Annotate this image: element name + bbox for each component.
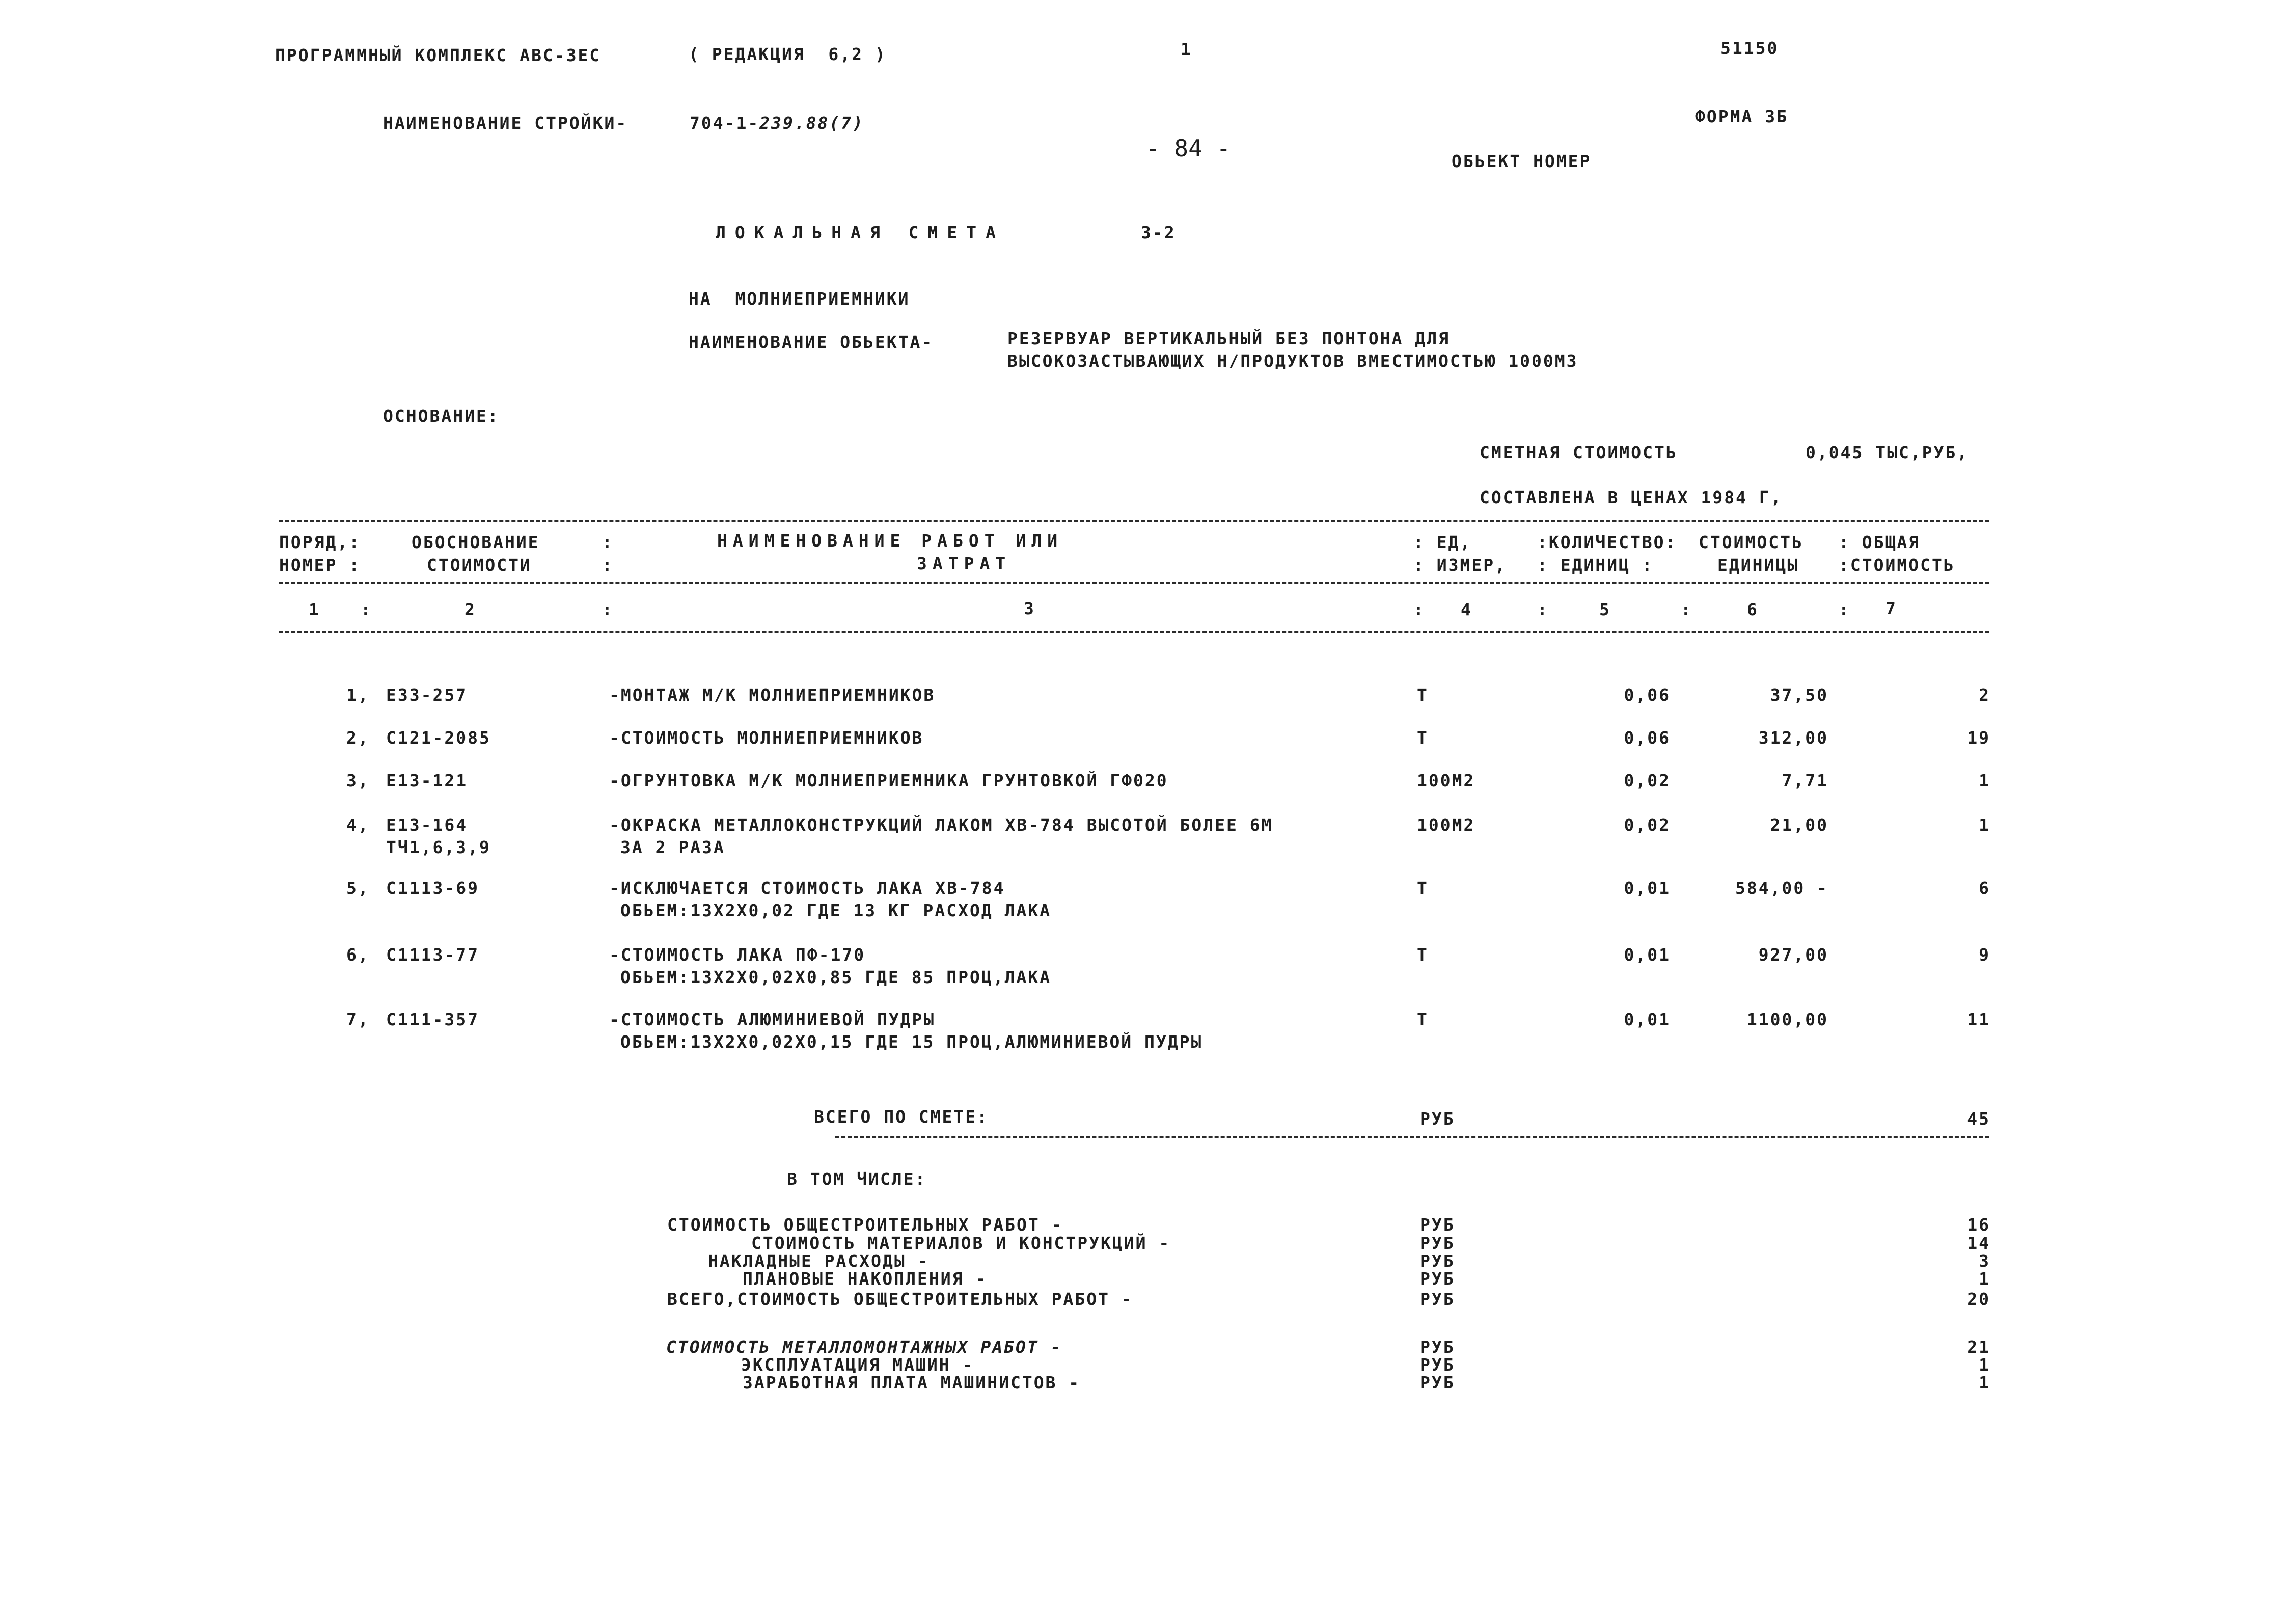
row-unit: Т	[1417, 1010, 1429, 1029]
row-work-name: -МОНТАЖ М/К МОЛНИЕПРИЕМНИКОВ	[609, 685, 936, 705]
row-total: 2	[1979, 685, 1990, 705]
object-name-line1: РЕЗЕРВУАР ВЕРТИКАЛЬНЫЙ БЕЗ ПОНТОНА ДЛЯ	[1007, 329, 1450, 348]
row-unit: Т	[1417, 945, 1429, 965]
summary-unit: РУБ	[1420, 1355, 1455, 1375]
row-number: 2,	[346, 728, 370, 748]
col-number-5: 5	[1599, 599, 1611, 619]
col-unit-header-2: : ИЗМЕР,	[1413, 555, 1507, 575]
page-number: 1	[1181, 39, 1192, 59]
estimated-cost-value: 0,045 ТЫС,РУБ,	[1806, 443, 1969, 462]
row-unit-price: 927,00	[1758, 945, 1828, 965]
col-number-3: 3	[1024, 598, 1035, 618]
row-unit: Т	[1417, 685, 1429, 705]
row-number: 4,	[346, 815, 370, 835]
row-basis-code: Е13-121	[386, 771, 468, 791]
summary-value: 1	[1979, 1355, 1990, 1375]
row-total: 11	[1967, 1010, 1990, 1029]
total-rule	[835, 1136, 1989, 1138]
row-work-detail: ОБЬЕМ:13Х2Х0,02 ГДЕ 13 КГ РАСХОД ЛАКА	[620, 901, 1052, 920]
row-unit: Т	[1417, 728, 1429, 748]
row-unit: 100М2	[1417, 815, 1475, 835]
summary-value: 14	[1967, 1233, 1990, 1253]
row-total: 6	[1979, 878, 1990, 898]
summary-unit: РУБ	[1420, 1289, 1455, 1309]
col-number-6: 6	[1747, 599, 1759, 619]
row-number: 6,	[346, 945, 370, 965]
summary-value: 1	[1979, 1269, 1990, 1289]
summary-label: ЭКСПЛУАТАЦИЯ МАШИН -	[741, 1355, 974, 1375]
col-number-1: 1	[309, 599, 320, 619]
summary-value: 1	[1979, 1373, 1990, 1393]
col-number-7: 7	[1885, 598, 1897, 618]
summary-value: 21	[1967, 1337, 1990, 1357]
col-price-header: СТОИМОСТЬ	[1699, 532, 1803, 552]
row-quantity: 0,06	[1624, 685, 1671, 705]
table-rule-header	[279, 582, 1989, 584]
col-number-2: 2	[464, 599, 476, 619]
price-basis: СОСТАВЛЕНА В ЦЕНАХ 1984 Г,	[1480, 487, 1783, 507]
row-work-name: -СТОИМОСТЬ АЛЮМИНИЕВОЙ ПУДРЫ	[609, 1010, 936, 1029]
row-quantity: 0,06	[1624, 728, 1671, 748]
object-label: НАИМЕНОВАНИЕ ОБЬЕКТА-	[689, 332, 934, 352]
row-work-name: -ИСКЛЮЧАЕТСЯ СТОИМОСТЬ ЛАКА ХВ-784	[609, 878, 1005, 898]
row-total: 9	[1979, 945, 1990, 965]
basis-label: ОСНОВАНИЕ:	[383, 406, 500, 426]
summary-unit: РУБ	[1420, 1337, 1455, 1357]
row-quantity: 0,02	[1624, 771, 1671, 791]
row-unit-price: 7,71	[1782, 771, 1828, 791]
row-quantity: 0,01	[1624, 945, 1671, 965]
document-code: 51150	[1720, 38, 1779, 58]
object-number: ОБЬЕКТ НОМЕР	[1452, 151, 1592, 171]
table-rule-numbers	[279, 631, 1989, 633]
summary-value: 20	[1967, 1289, 1990, 1309]
summary-value: 3	[1979, 1251, 1990, 1271]
row-quantity: 0,02	[1624, 815, 1671, 835]
row-work-name: -СТОИМОСТЬ МОЛНИЕПРИЕМНИКОВ	[609, 728, 924, 748]
col-order-header: ПОРЯД,:	[279, 532, 361, 552]
row-unit-price: 584,00 -	[1735, 878, 1828, 898]
summary-unit: РУБ	[1420, 1215, 1455, 1235]
summary-unit: РУБ	[1420, 1233, 1455, 1253]
col-name-header: НАИМЕНОВАНИЕ РАБОТ ИЛИ	[717, 531, 1063, 551]
handwritten-number: 239.88(7)	[759, 113, 865, 133]
row-basis-code-2: ТЧ1,6,3,9	[386, 837, 491, 857]
col-order-header-2: НОМЕР :	[279, 555, 361, 575]
edition-label: ( РЕДАКЦИЯ 6,2 )	[689, 44, 887, 64]
row-number: 1,	[346, 685, 370, 705]
program-name: ПРОГРАММНЫЙ КОМПЛЕКС АВС-ЗЕС	[275, 45, 602, 65]
summary-label: ПЛАНОВЫЕ НАКОПЛЕНИЯ -	[743, 1269, 988, 1289]
table-rule-top	[279, 520, 1989, 522]
summary-intro: В ТОМ ЧИСЛЕ:	[787, 1169, 927, 1189]
row-unit: Т	[1417, 878, 1429, 898]
col-unit-header: : ЕД,	[1413, 532, 1472, 552]
row-work-name: -СТОИМОСТЬ ЛАКА ПФ-170	[609, 945, 866, 965]
row-quantity: 0,01	[1624, 878, 1671, 898]
col-total-header: : ОБЩАЯ	[1839, 532, 1921, 552]
row-basis-code: Е33-257	[386, 685, 468, 705]
row-number: 3,	[346, 771, 370, 791]
form-label: ФОРМА 3Б	[1695, 106, 1788, 126]
row-unit-price: 21,00	[1770, 815, 1828, 835]
grand-total-label: ВСЕГО ПО СМЕТЕ:	[814, 1107, 989, 1127]
summary-label: СТОИМОСТЬ МАТЕРИАЛОВ И КОНСТРУКЦИЙ -	[751, 1233, 1171, 1253]
row-basis-code: С1113-77	[386, 945, 479, 965]
row-number: 5,	[346, 878, 370, 898]
summary-unit: РУБ	[1420, 1373, 1455, 1393]
grand-total-value: 45	[1967, 1109, 1990, 1129]
row-work-detail: ЗА 2 РАЗА	[620, 837, 725, 857]
estimated-cost-label: СМЕТНАЯ СТОИМОСТЬ	[1480, 443, 1678, 462]
row-basis-code: С1113-69	[386, 878, 479, 898]
row-work-name: -ОКРАСКА МЕТАЛЛОКОНСТРУКЦИЙ ЛАКОМ ХВ-784 ВЫСОТОЙ БОЛЕЕ 6М	[609, 815, 1273, 835]
summary-value: 16	[1967, 1215, 1990, 1235]
summary-label: ВСЕГО,СТОИМОСТЬ ОБЩЕСТРОИТЕЛЬНЫХ РАБОТ -	[667, 1289, 1133, 1309]
row-total: 1	[1979, 771, 1990, 791]
summary-label: НАКЛАДНЫЕ РАСХОДЫ -	[708, 1251, 930, 1271]
summary-unit: РУБ	[1420, 1251, 1455, 1271]
summary-label: СТОИМОСТЬ МЕТАЛЛОМОНТАЖНЫХ РАБОТ -	[666, 1337, 1062, 1357]
col-basis-header-2: СТОИМОСТИ	[427, 555, 532, 575]
row-work-name: -ОГРУНТОВКА М/К МОЛНИЕПРИЕМНИКА ГРУНТОВКОЙ ГФ020	[609, 771, 1168, 791]
object-name-line2: ВЫСОКОЗАСТЫВАЮЩИХ Н/ПРОДУКТОВ ВМЕСТИМОСТЬЮ 1000М3	[1007, 351, 1578, 371]
grand-total-unit: РУБ	[1420, 1109, 1455, 1129]
col-name-header-2: ЗАТРАТ	[917, 554, 1012, 574]
col-basis-header: ОБОСНОВАНИЕ	[412, 532, 540, 552]
row-quantity: 0,01	[1624, 1010, 1671, 1029]
col-number-4: 4	[1461, 599, 1472, 619]
row-work-detail: ОБЬЕМ:13Х2Х0,02Х0,85 ГДЕ 85 ПРОЦ,ЛАКА	[620, 967, 1052, 987]
row-unit: 100М2	[1417, 771, 1475, 791]
document-title: ЛОКАЛЬНАЯ СМЕТА	[716, 223, 1005, 242]
sheet-number: - 84 -	[1146, 134, 1231, 162]
row-total: 19	[1967, 728, 1990, 748]
col-qty-header: :КОЛИЧЕСТВО:	[1537, 532, 1677, 552]
row-basis-code: С121-2085	[386, 728, 491, 748]
row-basis-code: Е13-164	[386, 815, 468, 835]
summary-label: СТОИМОСТЬ ОБЩЕСТРОИТЕЛЬНЫХ РАБОТ -	[667, 1215, 1063, 1235]
estimate-purpose: НА МОЛНИЕПРИЕМНИКИ	[689, 289, 910, 309]
row-work-detail: ОБЬЕМ:13Х2Х0,02Х0,15 ГДЕ 15 ПРОЦ,АЛЮМИНИЕВОЙ ПУДРЫ	[620, 1032, 1203, 1052]
building-label: НАИМЕНОВАНИЕ СТРОЙКИ-	[383, 113, 628, 133]
row-basis-code: С111-357	[386, 1010, 479, 1029]
summary-label: ЗАРАБОТНАЯ ПЛАТА МАШИНИСТОВ -	[743, 1373, 1081, 1393]
col-price-header-2: ЕДИНИЦЫ	[1717, 555, 1799, 575]
estimate-number: 3-2	[1141, 223, 1176, 242]
row-number: 7,	[346, 1010, 370, 1029]
col-total-header-2: :СТОИМОСТЬ	[1839, 555, 1955, 575]
building-value: 704-1-239.88(7)	[690, 113, 865, 133]
row-total: 1	[1979, 815, 1990, 835]
row-unit-price: 1100,00	[1746, 1010, 1828, 1029]
row-unit-price: 312,00	[1758, 728, 1828, 748]
summary-unit: РУБ	[1420, 1269, 1455, 1289]
row-unit-price: 37,50	[1770, 685, 1828, 705]
col-qty-header-2: : ЕДИНИЦ :	[1537, 555, 1654, 575]
